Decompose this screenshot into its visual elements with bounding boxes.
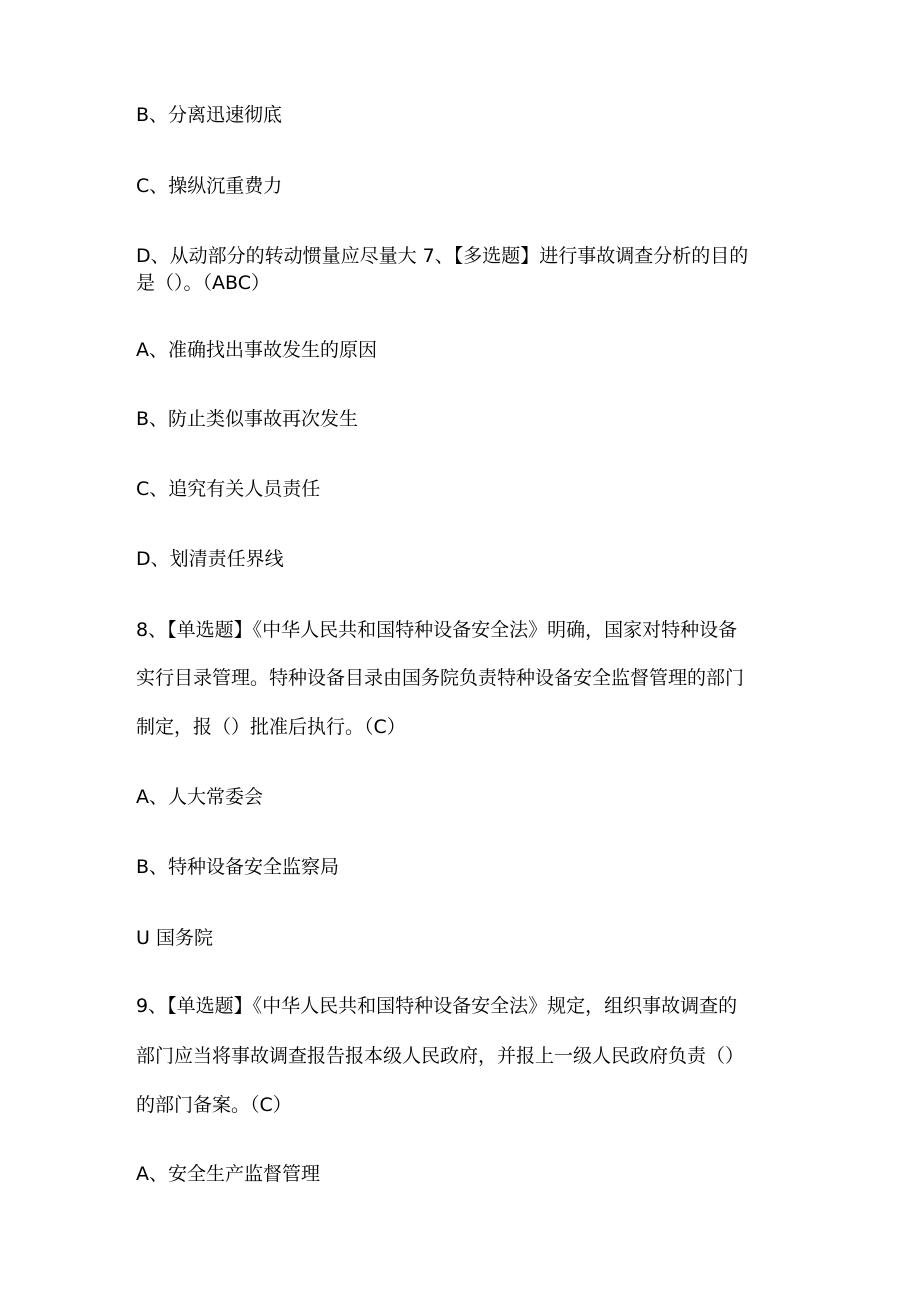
q7-option-c: C、追究有关人员责任	[136, 478, 321, 500]
q7-option-b: B、防止类似事故再次发生	[136, 408, 359, 430]
question-9-line-2: 部门应当将事故调查报告报本级人民政府，并报上一级人民政府负责（）	[136, 1045, 745, 1067]
question-7-answer-line: 是（）。（ABC）	[136, 272, 270, 294]
q8-option-b: B、特种设备安全监察局	[136, 856, 340, 878]
question-8-line-3: 制定，报（）批准后执行。（C）	[136, 716, 406, 738]
q7-option-a: A、准确找出事故发生的原因	[136, 339, 377, 361]
question-9-line-1: 9、【单选题】《中华人民共和国特种设备安全法》规定，组织事故调查的	[136, 995, 738, 1017]
option-d-question-7-line: D、从动部分的转动惯量应尽量大 7、【多选题】进行事故调查分析的目的	[136, 245, 749, 267]
question-8-line-2: 实行目录管理。特种设备目录由国务院负责特种设备安全监督管理的部门	[136, 667, 745, 689]
question-8-line-1: 8、【单选题】《中华人民共和国特种设备安全法》明确，国家对特种设备	[136, 619, 738, 641]
option-c-text: C、操纵沉重费力	[136, 175, 283, 197]
q7-option-d: D、划清责任界线	[136, 548, 284, 570]
question-9-line-3: 的部门备案。（C）	[136, 1094, 292, 1116]
q8-option-a: A、人大常委会	[136, 786, 263, 808]
option-b-text: B、分离迅速彻底	[136, 104, 283, 126]
q9-option-a: A、安全生产监督管理	[136, 1163, 320, 1185]
q8-option-c: U 国务院	[136, 927, 213, 949]
